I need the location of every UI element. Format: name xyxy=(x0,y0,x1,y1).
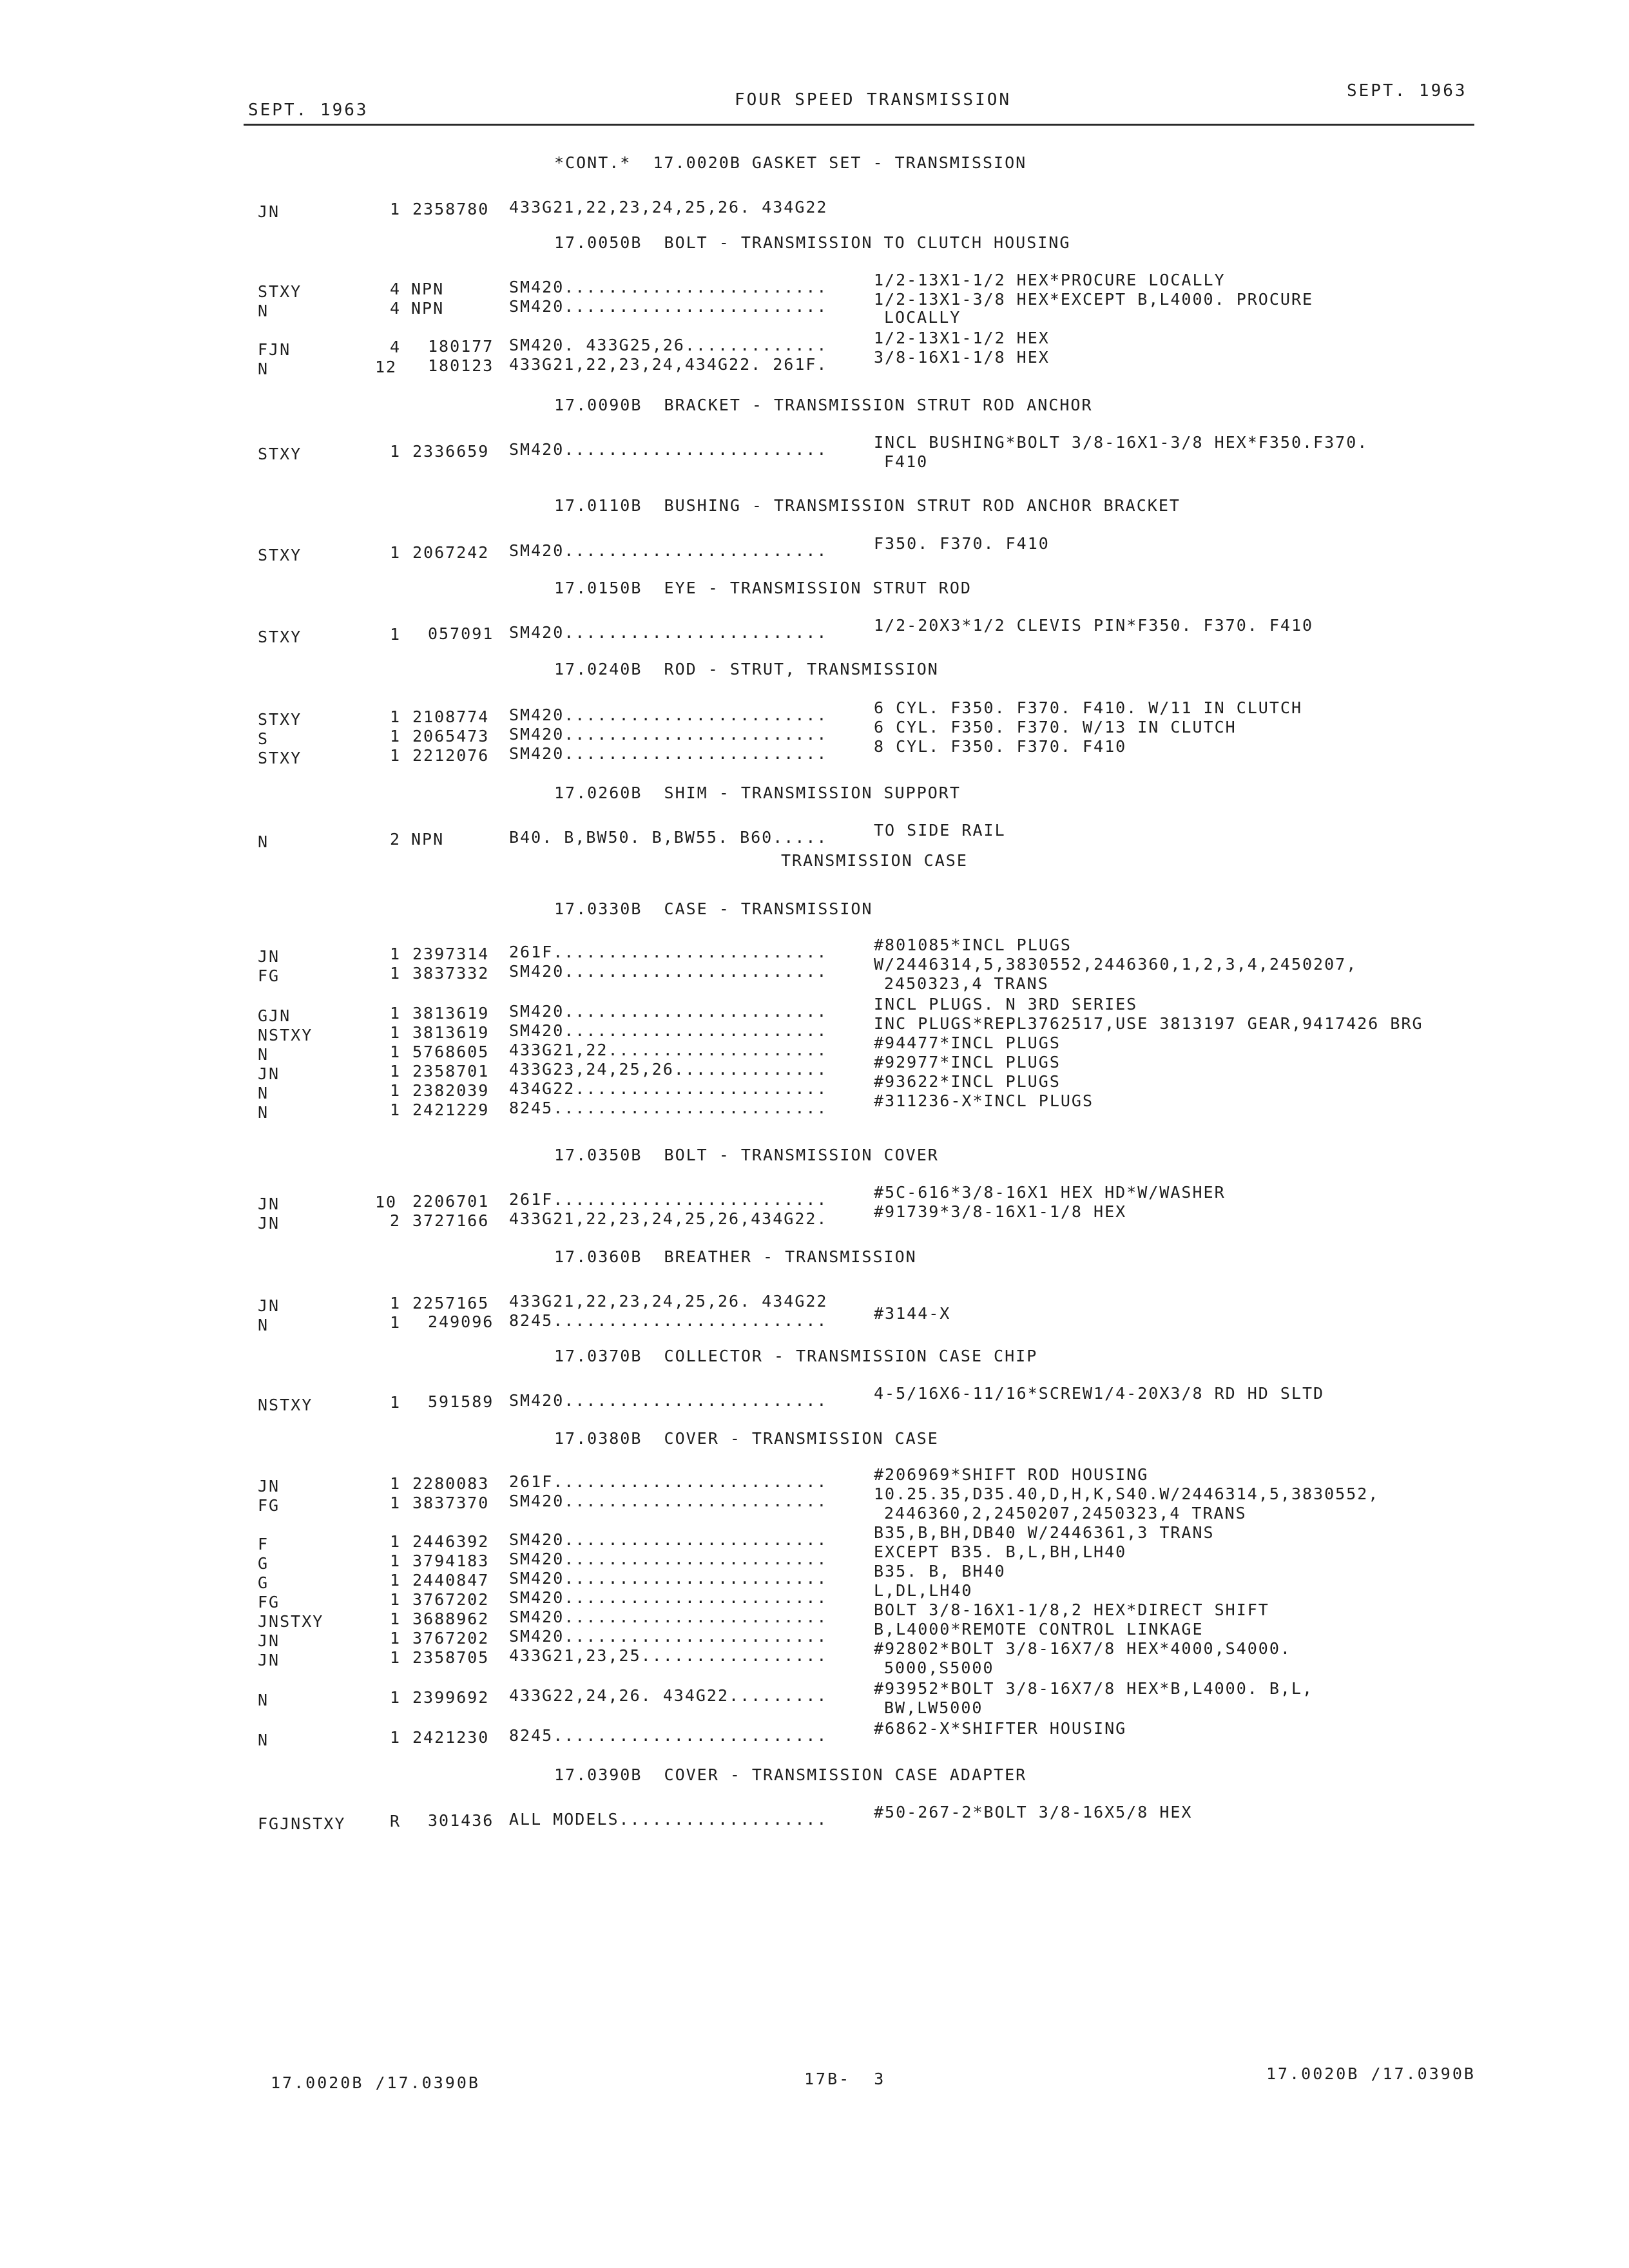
row-quantity: 1 xyxy=(390,945,401,963)
row-quantity: 1 xyxy=(390,1023,401,1042)
row-quantity: 1 xyxy=(390,1532,401,1551)
row-models: JN xyxy=(258,1477,280,1495)
row-models: STXY xyxy=(258,710,302,729)
row-quantity: 2 xyxy=(390,830,401,849)
header-rule xyxy=(244,124,1474,126)
row-quantity: 1 xyxy=(390,707,401,726)
row-notes: B35,B,BH,DB40 W/2446361,3 TRANS xyxy=(874,1523,1215,1542)
row-notes: #50-267-2*BOLT 3/8-16X5/8 HEX xyxy=(874,1803,1193,1821)
row-part-number: 3837370 xyxy=(412,1494,490,1512)
row-quantity: 1 xyxy=(390,1294,401,1312)
row-description: SM420........................ xyxy=(509,1550,828,1568)
row-description: SM420........................ xyxy=(509,1627,828,1646)
row-models: STXY xyxy=(258,445,302,463)
row-notes: #801085*INCL PLUGS xyxy=(874,936,1072,954)
row-quantity: 1 xyxy=(390,1100,401,1119)
row-part-number: 3727166 xyxy=(412,1211,490,1230)
row-description: SM420........................ xyxy=(509,1492,828,1510)
section-heading: 17.0240B ROD - STRUT, TRANSMISSION xyxy=(554,660,939,678)
row-notes: B35. B, BH40 xyxy=(874,1562,1006,1581)
row-part-number: 2397314 xyxy=(412,945,490,963)
row-models: FG xyxy=(258,1496,280,1515)
row-models: JN xyxy=(258,947,280,966)
row-description: SM420........................ xyxy=(509,1530,828,1549)
row-models: NSTXY xyxy=(258,1396,313,1414)
row-part-number: 5768605 xyxy=(412,1043,490,1061)
row-models: STXY xyxy=(258,628,302,646)
row-quantity: 1 xyxy=(390,1728,401,1747)
row-description: B40. B,BW50. B,BW55. B60..... xyxy=(509,828,828,847)
row-quantity: 1 xyxy=(390,1062,401,1081)
row-description: SM420........................ xyxy=(509,706,828,724)
row-notes: #94477*INCL PLUGS xyxy=(874,1033,1061,1052)
row-models: JN xyxy=(258,1651,280,1669)
row-part-number: 2257165 xyxy=(412,1294,490,1312)
row-models: FG xyxy=(258,966,280,985)
row-notes: LOCALLY xyxy=(884,308,961,327)
row-description: 433G21,23,25................. xyxy=(509,1646,828,1665)
row-description: SM420........................ xyxy=(509,278,828,296)
row-notes: #5C-616*3/8-16X1 HEX HD*W/WASHER xyxy=(874,1183,1226,1202)
row-quantity: 1 xyxy=(390,746,401,765)
row-description: SM420........................ xyxy=(509,725,828,744)
row-models: JN xyxy=(258,1064,280,1083)
row-models: N xyxy=(258,1316,269,1334)
row-part-number: NPN xyxy=(411,830,445,849)
row-description: 8245......................... xyxy=(509,1726,828,1745)
row-quantity: 1 xyxy=(390,1393,401,1412)
row-notes: TO SIDE RAIL xyxy=(874,821,1006,840)
row-description: 433G21,22,23,24,25,26. 434G22 xyxy=(509,1292,828,1311)
row-description: SM420........................ xyxy=(509,744,828,763)
row-quantity: 1 xyxy=(390,1590,401,1609)
row-models: G xyxy=(258,1573,269,1592)
row-quantity: 10 xyxy=(375,1193,398,1211)
row-notes: BW,LW5000 xyxy=(884,1698,983,1717)
row-part-number: 3813619 xyxy=(412,1023,490,1042)
row-notes: 2450323,4 TRANS xyxy=(884,974,1049,993)
row-quantity: 1 xyxy=(390,1004,401,1023)
row-description: SM420........................ xyxy=(509,1588,828,1607)
row-notes: INC PLUGS*REPL3762517,USE 3813197 GEAR,9417426 BRG xyxy=(874,1014,1423,1033)
row-description: SM420........................ xyxy=(509,1002,828,1021)
row-part-number: 2065473 xyxy=(412,727,490,745)
row-part-number: 3767202 xyxy=(412,1590,490,1609)
row-quantity: 4 xyxy=(390,299,401,318)
section-heading: 17.0360B BREATHER - TRANSMISSION xyxy=(554,1247,917,1266)
row-part-number: 3688962 xyxy=(412,1610,490,1628)
section-heading: 17.0380B COVER - TRANSMISSION CASE xyxy=(554,1429,939,1448)
row-notes: #3144-X xyxy=(874,1304,951,1323)
row-quantity: 4 xyxy=(390,338,401,356)
row-part-number: 180177 xyxy=(428,337,494,356)
row-quantity: R xyxy=(390,1812,401,1831)
row-notes: 1/2-20X3*1/2 CLEVIS PIN*F350. F370. F410 xyxy=(874,616,1314,635)
row-notes: #93952*BOLT 3/8-16X7/8 HEX*B,L4000. B,L, xyxy=(874,1679,1314,1698)
row-description: 261F......................... xyxy=(509,1472,828,1491)
row-part-number: 057091 xyxy=(428,624,494,643)
section-heading: 17.0110B BUSHING - TRANSMISSION STRUT ROD ANCHOR BRACKET xyxy=(554,496,1181,515)
row-models: FG xyxy=(258,1593,280,1611)
row-notes: #92802*BOLT 3/8-16X7/8 HEX*4000,S4000. xyxy=(874,1639,1291,1658)
row-description: 8245......................... xyxy=(509,1311,828,1330)
row-description: ALL MODELS................... xyxy=(509,1810,828,1829)
row-notes: 6 CYL. F350. F370. F410. W/11 IN CLUTCH xyxy=(874,698,1302,717)
row-part-number: 249096 xyxy=(428,1312,494,1331)
row-notes: 8 CYL. F350. F370. F410 xyxy=(874,737,1127,756)
row-notes: #206969*SHIFT ROD HOUSING xyxy=(874,1465,1149,1484)
row-quantity: 1 xyxy=(390,1571,401,1590)
section-heading: 17.0260B SHIM - TRANSMISSION SUPPORT xyxy=(554,783,961,802)
row-models: GJN xyxy=(258,1006,291,1025)
row-part-number: 3837332 xyxy=(412,964,490,983)
row-part-number: NPN xyxy=(411,299,445,318)
row-models: NSTXY xyxy=(258,1026,313,1044)
row-models: N xyxy=(258,1045,269,1064)
header-right-date: SEPT. 1963 xyxy=(1347,81,1467,101)
row-quantity: 1 xyxy=(390,1688,401,1707)
row-notes: INCL BUSHING*BOLT 3/8-16X1-3/8 HEX*F350.F370. xyxy=(874,433,1369,452)
row-quantity: 1 xyxy=(390,1474,401,1493)
row-quantity: 1 xyxy=(390,625,401,644)
row-part-number: 3813619 xyxy=(412,1004,490,1023)
header-title: FOUR SPEED TRANSMISSION xyxy=(735,90,1012,110)
row-part-number: 2421229 xyxy=(412,1100,490,1119)
row-notes: EXCEPT B35. B,L,BH,LH40 xyxy=(874,1542,1127,1561)
row-models: JN xyxy=(258,202,280,221)
row-models: STXY xyxy=(258,282,302,301)
row-notes: 2446360,2,2450207,2450323,4 TRANS xyxy=(884,1504,1247,1523)
row-notes: #92977*INCL PLUGS xyxy=(874,1053,1061,1072)
row-models: FGJNSTXY xyxy=(258,1814,346,1833)
row-part-number: 2336659 xyxy=(412,442,490,461)
row-quantity: 1 xyxy=(390,1610,401,1628)
row-models: N xyxy=(258,1691,269,1709)
row-part-number: 2358780 xyxy=(412,200,490,218)
row-description: SM420........................ xyxy=(509,1391,828,1410)
row-description: SM420........................ xyxy=(509,962,828,981)
footer-right: 17.0020B /17.0390B xyxy=(1266,2064,1476,2083)
row-quantity: 1 xyxy=(390,1081,401,1100)
row-part-number: 301436 xyxy=(428,1811,494,1830)
row-notes: #91739*3/8-16X1-1/8 HEX xyxy=(874,1202,1127,1221)
row-models: G xyxy=(258,1554,269,1573)
row-part-number: 2421230 xyxy=(412,1728,490,1747)
row-notes: #6862-X*SHIFTER HOUSING xyxy=(874,1719,1127,1738)
row-description: SM420........................ xyxy=(509,1569,828,1588)
row-quantity: 1 xyxy=(390,543,401,562)
row-notes: 5000,S5000 xyxy=(884,1658,994,1677)
row-part-number: 2067242 xyxy=(412,543,490,562)
row-description: 261F......................... xyxy=(509,1190,828,1209)
row-notes: W/2446314,5,3830552,2446360,1,2,3,4,2450207, xyxy=(874,955,1358,974)
row-notes: F350. F370. F410 xyxy=(874,534,1050,553)
row-part-number: 180123 xyxy=(428,356,494,375)
row-notes: 6 CYL. F350. F370. W/13 IN CLUTCH xyxy=(874,718,1237,736)
row-notes: 4-5/16X6-11/16*SCREW1/4-20X3/8 RD HD SLTD xyxy=(874,1384,1325,1403)
footer-left: 17.0020B /17.0390B xyxy=(271,2073,480,2092)
section-heading: *CONT.* 17.0020B GASKET SET - TRANSMISSION xyxy=(554,153,1027,172)
row-description: SM420........................ xyxy=(509,1608,828,1626)
row-description: SM420........................ xyxy=(509,1021,828,1040)
row-notes: BOLT 3/8-16X1-1/8,2 HEX*DIRECT SHIFT xyxy=(874,1600,1269,1619)
header-left-date: SEPT. 1963 xyxy=(248,101,369,120)
row-quantity: 1 xyxy=(390,1629,401,1648)
row-models: JN xyxy=(258,1631,280,1650)
row-models: JN xyxy=(258,1296,280,1315)
row-models: N xyxy=(258,360,269,378)
row-notes: L,DL,LH40 xyxy=(874,1581,973,1600)
row-quantity: 2 xyxy=(390,1211,401,1230)
row-models: S xyxy=(258,729,269,748)
row-quantity: 1 xyxy=(390,1648,401,1667)
row-notes: INCL PLUGS. N 3RD SERIES xyxy=(874,995,1138,1014)
row-part-number: 2358705 xyxy=(412,1648,490,1667)
row-quantity: 1 xyxy=(390,727,401,745)
section-heading: 17.0050B BOLT - TRANSMISSION TO CLUTCH HOUSING xyxy=(554,233,1071,252)
section-heading: 17.0330B CASE - TRANSMISSION xyxy=(554,899,873,918)
row-models: JN xyxy=(258,1195,280,1213)
row-part-number: 2212076 xyxy=(412,746,490,765)
row-description: 8245......................... xyxy=(509,1099,828,1117)
row-description: 433G23,24,25,26.............. xyxy=(509,1060,828,1079)
row-part-number: 2382039 xyxy=(412,1081,490,1100)
row-description: 433G22,24,26. 434G22......... xyxy=(509,1686,828,1705)
row-notes: 1/2-13X1-1/2 HEX*PROCURE LOCALLY xyxy=(874,271,1226,289)
row-notes: #93622*INCL PLUGS xyxy=(874,1072,1061,1091)
row-models: N xyxy=(258,1103,269,1122)
section-heading: 17.0350B BOLT - TRANSMISSION COVER xyxy=(554,1146,939,1164)
section-heading: 17.0090B BRACKET - TRANSMISSION STRUT ROD ANCHOR xyxy=(554,396,1093,414)
row-quantity: 1 xyxy=(390,964,401,983)
row-models: N xyxy=(258,1084,269,1102)
row-notes: B,L4000*REMOTE CONTROL LINKAGE xyxy=(874,1620,1204,1639)
row-quantity: 1 xyxy=(390,1313,401,1332)
row-models: N xyxy=(258,1731,269,1749)
row-notes: 1/2-13X1-1/2 HEX xyxy=(874,329,1050,347)
row-models: STXY xyxy=(258,749,302,767)
row-part-number: 2206701 xyxy=(412,1192,490,1211)
row-quantity: 1 xyxy=(390,1043,401,1061)
row-part-number: 3767202 xyxy=(412,1629,490,1648)
row-notes: #311236-X*INCL PLUGS xyxy=(874,1091,1094,1110)
row-description: 433G21,22,23,24,25,26,434G22. xyxy=(509,1209,828,1228)
row-part-number: 2280083 xyxy=(412,1474,490,1493)
row-part-number: 2440847 xyxy=(412,1571,490,1590)
row-quantity: 12 xyxy=(375,358,398,376)
row-quantity: 1 xyxy=(390,1552,401,1570)
row-description: SM420. 433G25,26............. xyxy=(509,336,828,354)
row-part-number: 591589 xyxy=(428,1392,494,1411)
row-part-number: 2108774 xyxy=(412,707,490,726)
row-notes: 1/2-13X1-3/8 HEX*EXCEPT B,L4000. PROCURE xyxy=(874,290,1314,309)
row-part-number: 2399692 xyxy=(412,1688,490,1707)
row-models: FJN xyxy=(258,340,291,359)
row-models: N xyxy=(258,832,269,851)
row-description: 433G21,22,23,24,25,26. 434G22 xyxy=(509,198,828,216)
row-quantity: 4 xyxy=(390,280,401,298)
row-models: N xyxy=(258,302,269,320)
row-models: JN xyxy=(258,1214,280,1233)
section-heading: 17.0150B EYE - TRANSMISSION STRUT ROD xyxy=(554,579,972,597)
row-part-number: 3794183 xyxy=(412,1552,490,1570)
row-part-number: 2446392 xyxy=(412,1532,490,1551)
row-description: SM420........................ xyxy=(509,297,828,316)
row-part-number: 2358701 xyxy=(412,1062,490,1081)
row-models: JNSTXY xyxy=(258,1612,324,1631)
row-description: SM420........................ xyxy=(509,623,828,642)
row-models: STXY xyxy=(258,546,302,564)
row-description: 433G21,22,23,24,434G22. 261F. xyxy=(509,355,828,374)
section-heading: 17.0390B COVER - TRANSMISSION CASE ADAPTER xyxy=(554,1765,1027,1784)
row-notes: 10.25.35,D35.40,D,H,K,S40.W/2446314,5,3830552, xyxy=(874,1485,1380,1503)
row-quantity: 1 xyxy=(390,442,401,461)
row-models: F xyxy=(258,1535,269,1553)
row-notes: F410 xyxy=(884,452,929,471)
row-quantity: 1 xyxy=(390,1494,401,1512)
section-heading: TRANSMISSION CASE xyxy=(781,851,968,870)
row-notes: 3/8-16X1-1/8 HEX xyxy=(874,348,1050,367)
section-heading: 17.0370B COLLECTOR - TRANSMISSION CASE CHIP xyxy=(554,1347,1038,1365)
row-description: SM420........................ xyxy=(509,440,828,459)
footer-page-number: 17B- 3 xyxy=(804,2070,886,2088)
row-description: 434G22....................... xyxy=(509,1079,828,1098)
row-part-number: NPN xyxy=(411,280,445,298)
row-description: 261F......................... xyxy=(509,943,828,961)
row-description: 433G21,22.................... xyxy=(509,1041,828,1059)
row-description: SM420........................ xyxy=(509,541,828,560)
row-quantity: 1 xyxy=(390,200,401,218)
